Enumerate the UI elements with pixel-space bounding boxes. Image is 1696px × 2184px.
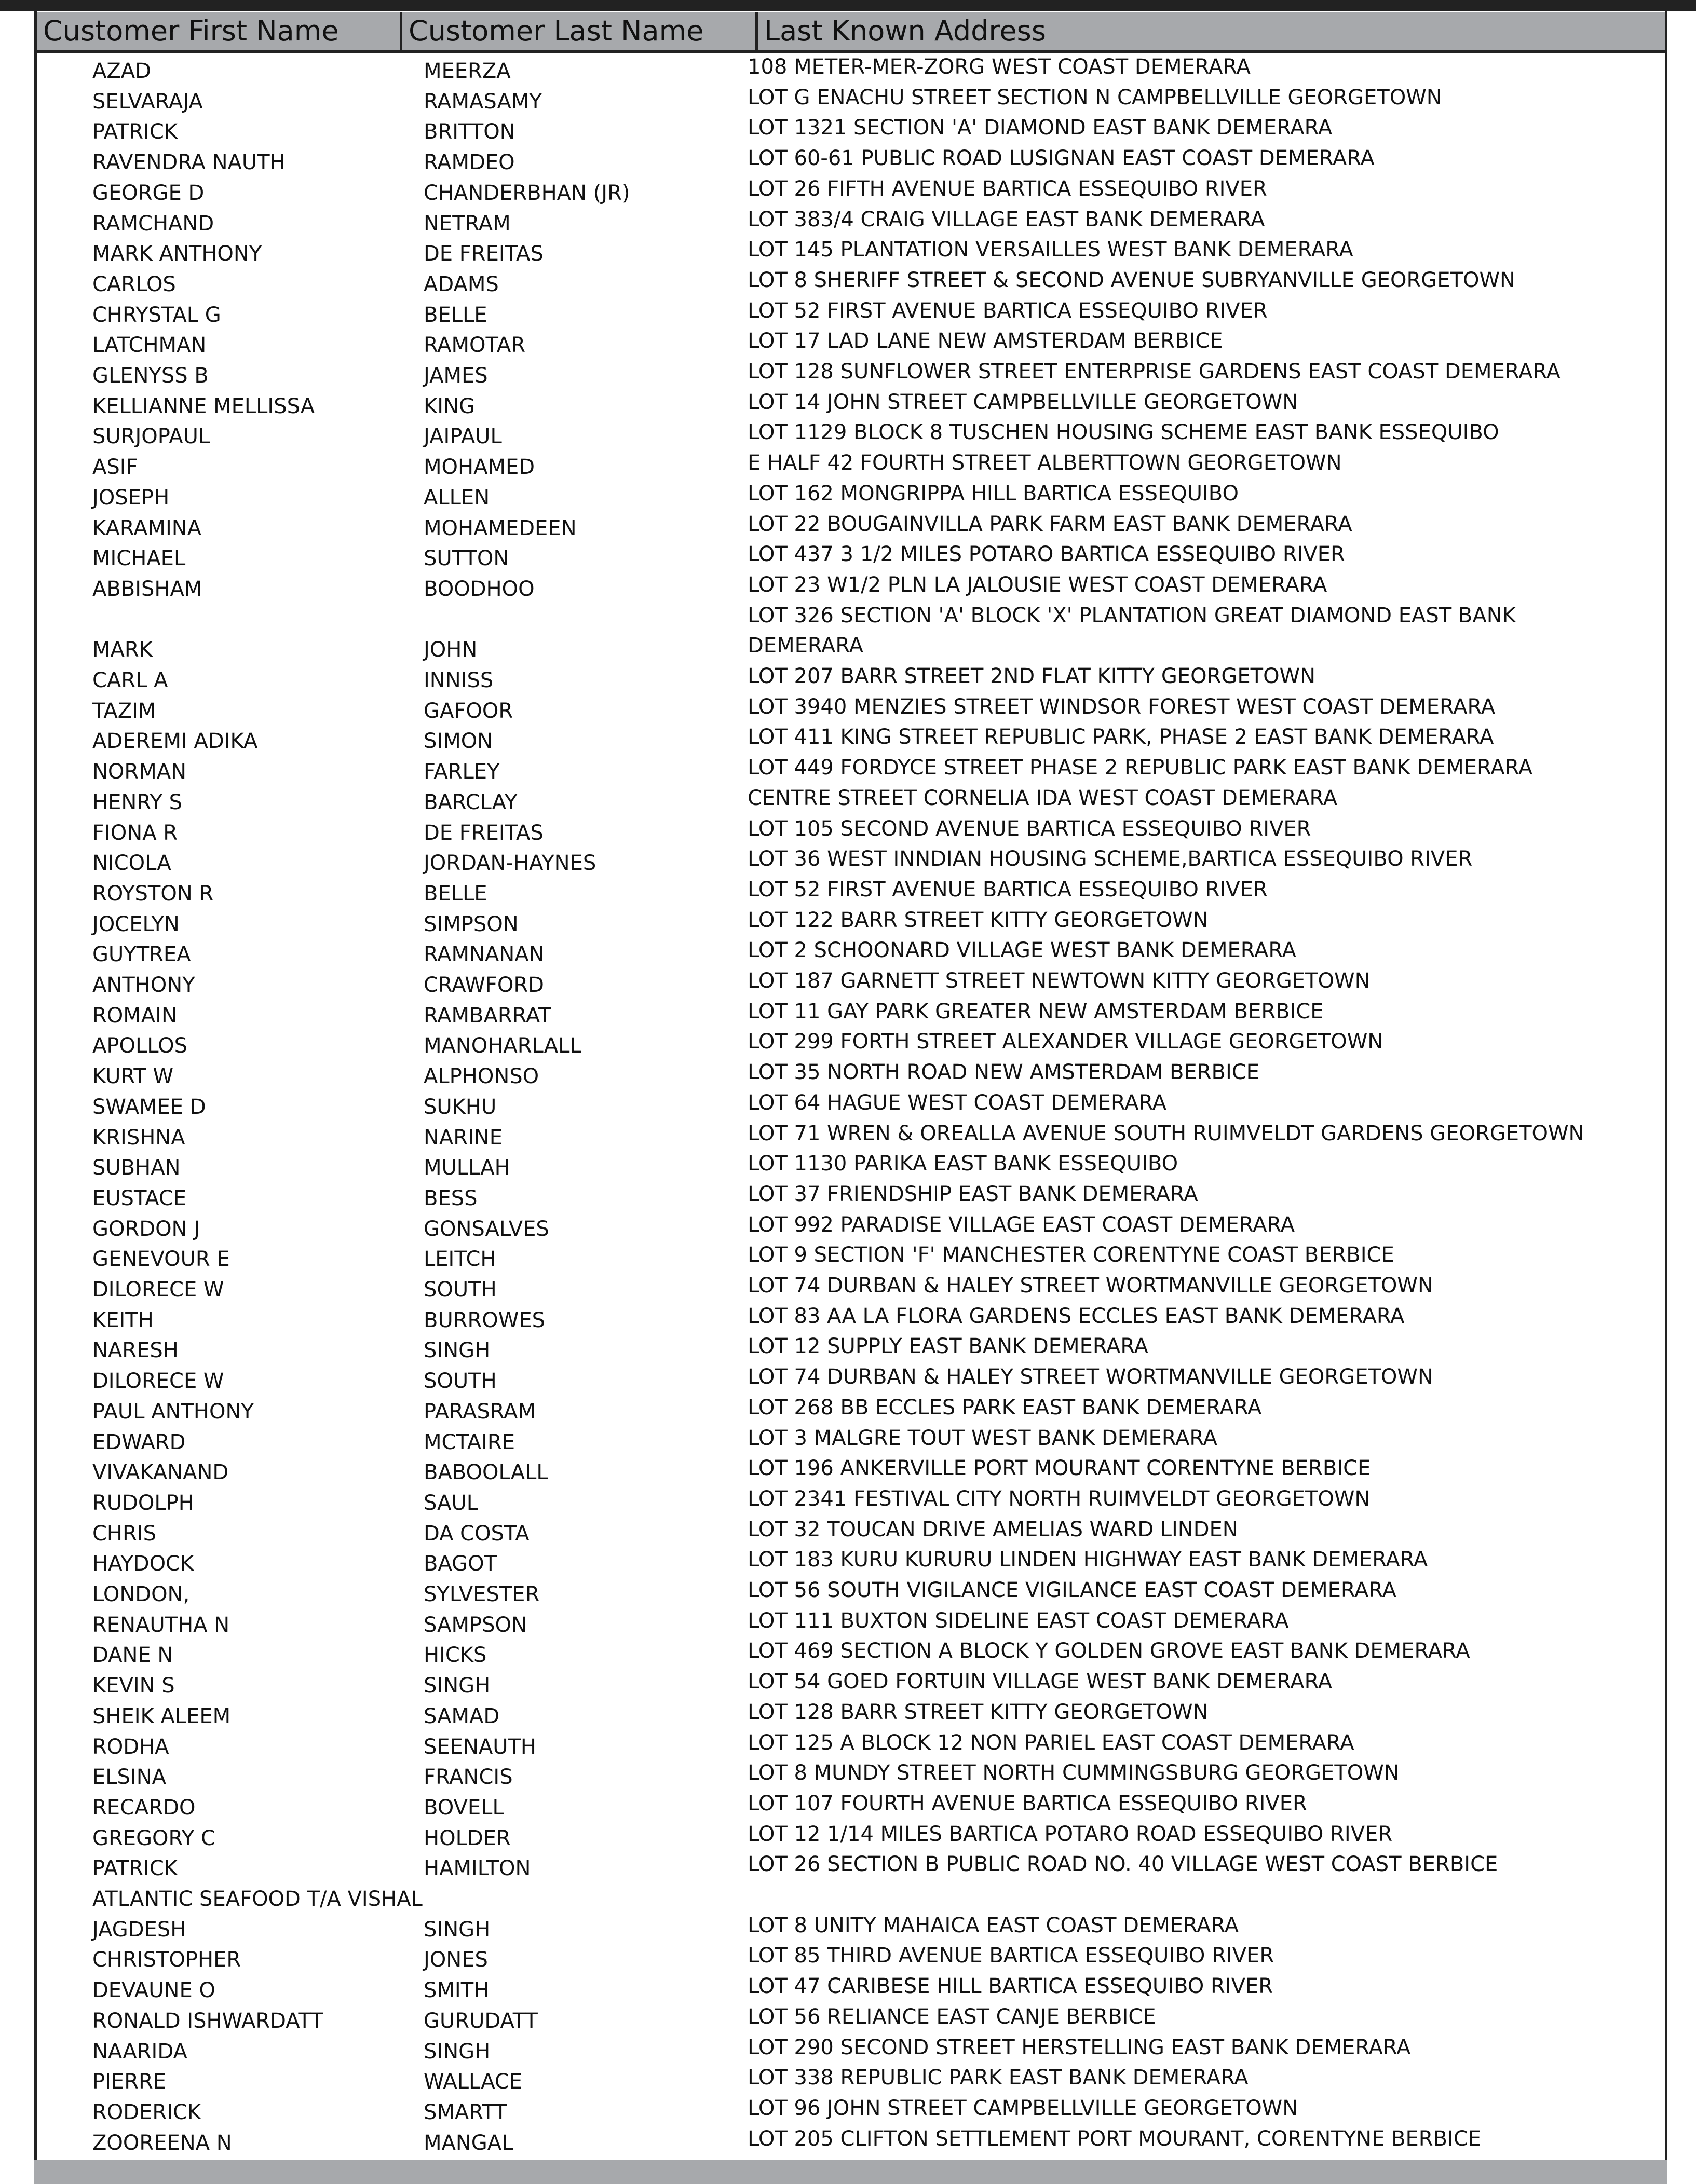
customer-last-name: BABOOLALL: [424, 1460, 548, 1485]
last-known-address: LOT 37 FRIENDSHIP EAST BANK DEMERARA: [748, 1182, 1198, 1206]
last-known-address: LOT 3 MALGRE TOUT WEST BANK DEMERARA: [748, 1426, 1217, 1450]
last-known-address: LOT 128 SUNFLOWER STREET ENTERPRISE GARDENS EAST COAST DEMERARA: [748, 360, 1561, 384]
customer-first-name: CHRYSTAL G: [92, 303, 221, 327]
customer-first-name: HENRY S: [92, 790, 183, 814]
last-known-address: LOT 338 REPUBLIC PARK EAST BANK DEMERARA: [748, 2066, 1249, 2090]
customer-first-name: KURT W: [92, 1064, 174, 1089]
customer-last-name: CRAWFORD: [424, 973, 544, 997]
customer-last-name: SEENAUTH: [424, 1735, 537, 1759]
customer-first-name: PATRICK: [92, 1857, 178, 1881]
customer-first-name: KARAMINA: [92, 516, 202, 540]
customer-first-name: RENAUTHA N: [92, 1613, 230, 1637]
customer-first-name: RUDOLPH: [92, 1491, 194, 1515]
customer-first-name: CHRIS: [92, 1521, 156, 1546]
customer-last-name: JAIPAUL: [424, 425, 502, 449]
last-known-address: LOT 290 SECOND STREET HERSTELLING EAST BANK DEMERARA: [748, 2035, 1411, 2059]
last-known-address: LOT 47 CARIBESE HILL BARTICA ESSEQUIBO RIVER: [748, 1974, 1273, 1999]
customer-first-name: DEVAUNE O: [92, 1978, 215, 2003]
customer-first-name: ATLANTIC SEAFOOD T/A VISHAL: [92, 1887, 423, 1911]
customer-last-name: BELLE: [424, 881, 487, 906]
customer-first-name: NAARIDA: [92, 2039, 187, 2064]
customer-last-name: MULLAH: [424, 1156, 510, 1180]
customer-last-name: BURROWES: [424, 1308, 546, 1332]
customer-last-name: FRANCIS: [424, 1765, 513, 1790]
last-known-address: LOT 52 FIRST AVENUE BARTICA ESSEQUIBO RIVER: [748, 298, 1268, 323]
last-known-address: LOT 32 TOUCAN DRIVE AMELIAS WARD LINDEN: [748, 1517, 1238, 1541]
table-header: [37, 12, 1665, 53]
last-known-address: LOT 52 FIRST AVENUE BARTICA ESSEQUIBO RIVER: [748, 877, 1268, 902]
customer-first-name: ADEREMI ADIKA: [92, 729, 258, 754]
customer-first-name: ROMAIN: [92, 1003, 177, 1028]
customer-last-name: SMARTT: [424, 2100, 507, 2124]
customer-first-name: VIVAKANAND: [92, 1460, 229, 1485]
last-known-address: LOT 74 DURBAN & HALEY STREET WORTMANVILLE GEORGETOWN: [748, 1365, 1433, 1389]
customer-first-name: SURJOPAUL: [92, 425, 210, 449]
customer-last-name: BOVELL: [424, 1795, 504, 1820]
last-known-address: LOT 183 KURU KURURU LINDEN HIGHWAY EAST BANK DEMERARA: [748, 1548, 1428, 1572]
customer-first-name: ABBISHAM: [92, 577, 202, 601]
customer-first-name: CARLOS: [92, 272, 176, 296]
customer-first-name: EDWARD: [92, 1430, 186, 1454]
last-known-address: LOT 122 BARR STREET KITTY GEORGETOWN: [748, 908, 1209, 932]
customer-first-name: SELVARAJA: [92, 89, 203, 114]
customer-last-name: SAMAD: [424, 1704, 500, 1728]
last-known-address: LOT 14 JOHN STREET CAMPBELLVILLE GEORGETOWN: [748, 390, 1298, 414]
customer-first-name: CARL A: [92, 668, 168, 692]
customer-last-name: SINGH: [424, 2039, 491, 2064]
last-known-address: LOT 36 WEST INNDIAN HOUSING SCHEME,BARTICA ESSEQUIBO RIVER: [748, 847, 1473, 871]
customer-first-name: LATCHMAN: [92, 333, 207, 358]
customer-last-name: JORDAN-HAYNES: [424, 851, 596, 876]
customer-first-name: RODERICK: [92, 2100, 201, 2124]
customer-last-name: RAMOTAR: [424, 333, 526, 358]
customer-first-name: NORMAN: [92, 760, 186, 784]
customer-last-name: SINGH: [424, 1674, 491, 1698]
customer-first-name: RAVENDRA NAUTH: [92, 151, 286, 175]
last-known-address: LOT 299 FORTH STREET ALEXANDER VILLAGE GEORGETOWN: [748, 1030, 1383, 1054]
last-known-address: LOT 449 FORDYCE STREET PHASE 2 REPUBLIC PARK EAST BANK DEMERARA: [748, 756, 1533, 780]
top-border: [0, 0, 1696, 11]
customer-last-name: JOHN: [424, 638, 478, 662]
customer-last-name: SUTTON: [424, 547, 509, 571]
customer-last-name: MEERZA: [424, 59, 511, 83]
last-known-address: LOT 9 SECTION 'F' MANCHESTER CORENTYNE COAST BERBICE: [748, 1243, 1394, 1267]
customer-last-name: GURUDATT: [424, 2009, 538, 2033]
customer-first-name: RONALD ISHWARDATT: [92, 2009, 323, 2033]
customer-last-name: ALLEN: [424, 485, 490, 510]
customer-last-name: SOUTH: [424, 1278, 497, 1302]
customer-first-name: DILORECE W: [92, 1369, 224, 1394]
customer-last-name: SAUL: [424, 1491, 479, 1515]
last-known-address: LOT 12 SUPPLY EAST BANK DEMERARA: [748, 1334, 1148, 1359]
customer-first-name: SHEIK ALEEM: [92, 1704, 231, 1728]
customer-last-name: BRITTON: [424, 120, 515, 144]
customer-last-name: MOHAMED: [424, 455, 535, 480]
customer-first-name: MARK ANTHONY: [92, 242, 262, 266]
customer-last-name: PARASRAM: [424, 1399, 536, 1424]
last-known-address: E HALF 42 FOURTH STREET ALBERTTOWN GEORGETOWN: [748, 451, 1342, 475]
customer-last-name: BELLE: [424, 303, 487, 327]
customer-last-name: LEITCH: [424, 1247, 496, 1272]
last-known-address: LOT 469 SECTION A BLOCK Y GOLDEN GROVE EAST BANK DEMERARA: [748, 1639, 1470, 1663]
customer-last-name: ADAMS: [424, 272, 499, 296]
last-known-address: LOT 326 SECTION 'A' BLOCK 'X' PLANTATION GREAT DIAMOND EAST BANK: [748, 603, 1516, 627]
last-known-address: LOT 196 ANKERVILLE PORT MOURANT CORENTYNE BERBICE: [748, 1456, 1371, 1481]
customer-last-name: RAMNANAN: [424, 943, 545, 967]
last-known-address: LOT 8 UNITY MAHAICA EAST COAST DEMERARA: [748, 1913, 1239, 1937]
last-known-address: LOT 187 GARNETT STREET NEWTOWN KITTY GEORGETOWN: [748, 969, 1371, 993]
customer-first-name: DANE N: [92, 1643, 173, 1668]
customer-last-name: SINGH: [424, 1339, 491, 1363]
customer-first-name: AZAD: [92, 59, 151, 83]
customer-first-name: PATRICK: [92, 120, 178, 144]
customer-last-name: JAMES: [424, 364, 488, 388]
customer-first-name: GORDON J: [92, 1217, 200, 1241]
customer-first-name: ANTHONY: [92, 973, 195, 997]
customer-first-name: NICOLA: [92, 851, 171, 876]
last-known-address: LOT 23 W1/2 PLN LA JALOUSIE WEST COAST DEMERARA: [748, 572, 1327, 597]
last-known-address: LOT 207 BARR STREET 2ND FLAT KITTY GEORGETOWN: [748, 664, 1316, 688]
last-known-address: LOT 8 SHERIFF STREET & SECOND AVENUE SUBRYANVILLE GEORGETOWN: [748, 268, 1515, 292]
header-address: Last Known Address: [764, 15, 1046, 47]
customer-first-name: CHRISTOPHER: [92, 1948, 241, 1972]
header-first-name: Customer First Name: [43, 15, 339, 47]
customer-last-name: SIMPSON: [424, 912, 519, 936]
last-known-address: LOT 56 RELIANCE EAST CANJE BERBICE: [748, 2004, 1156, 2029]
customer-first-name: SWAMEE D: [92, 1095, 206, 1119]
last-known-address: LOT 1130 PARIKA EAST BANK ESSEQUIBO: [748, 1152, 1178, 1176]
customer-last-name: SUKHU: [424, 1095, 497, 1119]
customer-last-name: RAMBARRAT: [424, 1003, 551, 1028]
last-known-address: LOT 26 FIFTH AVENUE BARTICA ESSEQUIBO RIVER: [748, 176, 1267, 201]
customer-last-name: MOHAMEDEEN: [424, 516, 577, 540]
last-known-address: LOT 85 THIRD AVENUE BARTICA ESSEQUIBO RIVER: [748, 1944, 1274, 1968]
last-known-address: LOT 8 MUNDY STREET NORTH CUMMINGSBURG GEORGETOWN: [748, 1761, 1400, 1785]
customer-first-name: RECARDO: [92, 1795, 196, 1820]
customer-last-name: SIMON: [424, 729, 493, 754]
last-known-address: LOT 26 SECTION B PUBLIC ROAD NO. 40 VILLAGE WEST COAST BERBICE: [748, 1852, 1498, 1877]
last-known-address: LOT 56 SOUTH VIGILANCE VIGILANCE EAST COAST DEMERARA: [748, 1578, 1396, 1602]
customer-last-name: SYLVESTER: [424, 1582, 540, 1606]
last-known-address: LOT 96 JOHN STREET CAMPBELLVILLE GEORGETOWN: [748, 2096, 1298, 2120]
last-known-address: LOT 992 PARADISE VILLAGE EAST COAST DEMERARA: [748, 1212, 1295, 1237]
last-known-address: LOT 383/4 CRAIG VILLAGE EAST BANK DEMERARA: [748, 207, 1265, 231]
customer-last-name: MANGAL: [424, 2131, 513, 2155]
customer-last-name: HOLDER: [424, 1826, 511, 1850]
last-known-address: LOT 64 HAGUE WEST COAST DEMERARA: [748, 1090, 1167, 1115]
bottom-border: [34, 2160, 1667, 2184]
customer-last-name: SINGH: [424, 1917, 491, 1942]
last-known-address: LOT 3940 MENZIES STREET WINDSOR FOREST WEST COAST DEMERARA: [748, 694, 1496, 719]
last-known-address: LOT 2341 FESTIVAL CITY NORTH RUIMVELDT GEORGETOWN: [748, 1486, 1371, 1511]
customer-first-name: ZOOREENA N: [92, 2131, 232, 2155]
last-known-address: LOT 1129 BLOCK 8 TUSCHEN HOUSING SCHEME EAST BANK ESSEQUIBO: [748, 420, 1499, 445]
last-known-address: LOT G ENACHU STREET SECTION N CAMPBELLVILLE GEORGETOWN: [748, 85, 1442, 110]
last-known-address: LOT 12 1/14 MILES BARTICA POTARO ROAD ESSEQUIBO RIVER: [748, 1822, 1393, 1846]
customer-last-name: BARCLAY: [424, 790, 518, 814]
last-known-address: LOT 74 DURBAN & HALEY STREET WORTMANVILLE GEORGETOWN: [748, 1274, 1433, 1298]
last-known-address: LOT 71 WREN & OREALLA AVENUE SOUTH RUIMVELDT GARDENS GEORGETOWN: [748, 1121, 1584, 1145]
customer-last-name: GAFOOR: [424, 699, 513, 723]
last-known-address: LOT 125 A BLOCK 12 NON PARIEL EAST COAST DEMERARA: [748, 1730, 1354, 1755]
last-known-address: LOT 11 GAY PARK GREATER NEW AMSTERDAM BERBICE: [748, 999, 1324, 1023]
customer-last-name: WALLACE: [424, 2070, 523, 2094]
last-known-address: LOT 268 BB ECCLES PARK EAST BANK DEMERARA: [748, 1395, 1262, 1419]
customer-last-name: DA COSTA: [424, 1521, 530, 1546]
customer-last-name: BAGOT: [424, 1552, 497, 1576]
customer-last-name: KING: [424, 394, 475, 418]
last-known-address: LOT 145 PLANTATION VERSAILLES WEST BANK DEMERARA: [748, 238, 1353, 262]
last-known-address: LOT 1321 SECTION 'A' DIAMOND EAST BANK DEMERARA: [748, 116, 1333, 140]
last-known-address: LOT 128 BARR STREET KITTY GEORGETOWN: [748, 1700, 1209, 1724]
last-known-address: LOT 162 MONGRIPPA HILL BARTICA ESSEQUIBO: [748, 481, 1239, 506]
customer-last-name: HAMILTON: [424, 1857, 531, 1881]
customer-last-name: ALPHONSO: [424, 1064, 539, 1089]
last-known-address: LOT 17 LAD LANE NEW AMSTERDAM BERBICE: [748, 329, 1223, 353]
customer-last-name: INNISS: [424, 668, 494, 692]
last-known-address: LOT 35 NORTH ROAD NEW AMSTERDAM BERBICE: [748, 1060, 1259, 1085]
last-known-address: LOT 111 BUXTON SIDELINE EAST COAST DEMERARA: [748, 1608, 1289, 1633]
last-known-address: LOT 54 GOED FORTUIN VILLAGE WEST BANK DEMERARA: [748, 1670, 1333, 1694]
last-known-address: CENTRE STREET CORNELIA IDA WEST COAST DEMERARA: [748, 786, 1338, 810]
customer-last-name: JONES: [424, 1948, 488, 1972]
customer-first-name: ROYSTON R: [92, 881, 214, 906]
customer-last-name: DE FREITAS: [424, 242, 544, 266]
customer-first-name: KEVIN S: [92, 1674, 175, 1698]
customer-first-name: EUSTACE: [92, 1186, 187, 1210]
last-known-address: 108 METER-MER-ZORG WEST COAST DEMERARA: [748, 55, 1251, 79]
customer-last-name: SAMPSON: [424, 1613, 527, 1637]
customer-last-name: MANOHARLALL: [424, 1034, 581, 1058]
customer-last-name: RAMASAMY: [424, 89, 542, 114]
customer-first-name: MICHAEL: [92, 547, 186, 571]
customer-first-name: RODHA: [92, 1735, 169, 1759]
customer-first-name: GUYTREA: [92, 943, 191, 967]
customer-first-name: JOCELYN: [92, 912, 180, 936]
last-known-address: LOT 22 BOUGAINVILLA PARK FARM EAST BANK DEMERARA: [748, 512, 1352, 536]
customer-first-name: JOSEPH: [92, 485, 170, 510]
header-last-name: Customer Last Name: [409, 15, 704, 47]
customer-first-name: SUBHAN: [92, 1156, 181, 1180]
customer-first-name: GLENYSS B: [92, 364, 209, 388]
customer-first-name: RAMCHAND: [92, 211, 214, 236]
customer-last-name: CHANDERBHAN (JR): [424, 181, 630, 205]
customer-last-name: MCTAIRE: [424, 1430, 515, 1454]
customer-first-name: APOLLOS: [92, 1034, 187, 1058]
customer-last-name: SMITH: [424, 1978, 490, 2003]
customer-first-name: TAZIM: [92, 699, 156, 723]
customer-first-name: FIONA R: [92, 821, 178, 845]
customer-first-name: DILORECE W: [92, 1278, 224, 1302]
customer-first-name: PAUL ANTHONY: [92, 1399, 254, 1424]
customer-first-name: JAGDESH: [92, 1917, 186, 1942]
last-known-address: LOT 205 CLIFTON SETTLEMENT PORT MOURANT, CORENTYNE BERBICE: [748, 2126, 1482, 2151]
last-known-address: LOT 107 FOURTH AVENUE BARTICA ESSEQUIBO RIVER: [748, 1791, 1307, 1816]
customer-last-name: FARLEY: [424, 760, 500, 784]
last-known-address: LOT 411 KING STREET REPUBLIC PARK, PHASE 2 EAST BANK DEMERARA: [748, 725, 1494, 749]
customer-first-name: HAYDOCK: [92, 1552, 194, 1576]
customer-first-name: KEITH: [92, 1308, 154, 1332]
last-known-address: LOT 2 SCHOONARD VILLAGE WEST BANK DEMERARA: [748, 938, 1296, 963]
customer-first-name: GREGORY C: [92, 1826, 215, 1850]
customer-first-name: GENEVOUR E: [92, 1247, 230, 1272]
customer-last-name: DE FREITAS: [424, 821, 544, 845]
customer-first-name: ASIF: [92, 455, 138, 480]
customer-first-name: NARESH: [92, 1339, 179, 1363]
last-known-address: LOT 83 AA LA FLORA GARDENS ECCLES EAST BANK DEMERARA: [748, 1304, 1405, 1328]
customer-first-name: MARK: [92, 638, 153, 662]
last-known-address: LOT 105 SECOND AVENUE BARTICA ESSEQUIBO RIVER: [748, 816, 1311, 841]
customer-last-name: SOUTH: [424, 1369, 497, 1394]
customer-last-name: GONSALVES: [424, 1217, 549, 1241]
last-known-address: LOT 437 3 1/2 MILES POTARO BARTICA ESSEQUIBO RIVER: [748, 542, 1345, 567]
customer-first-name: ELSINA: [92, 1765, 167, 1790]
customer-first-name: KRISHNA: [92, 1125, 185, 1150]
customer-first-name: KELLIANNE MELLISSA: [92, 394, 315, 418]
last-known-address: DEMERARA: [748, 634, 863, 658]
customer-last-name: BOODHOO: [424, 577, 535, 601]
last-known-address: LOT 60-61 PUBLIC ROAD LUSIGNAN EAST COAST DEMERARA: [748, 146, 1375, 171]
customer-last-name: BESS: [424, 1186, 478, 1210]
customer-last-name: HICKS: [424, 1643, 487, 1668]
customer-first-name: PIERRE: [92, 2070, 167, 2094]
customer-last-name: RAMDEO: [424, 151, 515, 175]
customer-last-name: NARINE: [424, 1125, 503, 1150]
customer-first-name: LONDON,: [92, 1582, 190, 1606]
customer-last-name: NETRAM: [424, 211, 511, 236]
customer-first-name: GEORGE D: [92, 181, 205, 205]
